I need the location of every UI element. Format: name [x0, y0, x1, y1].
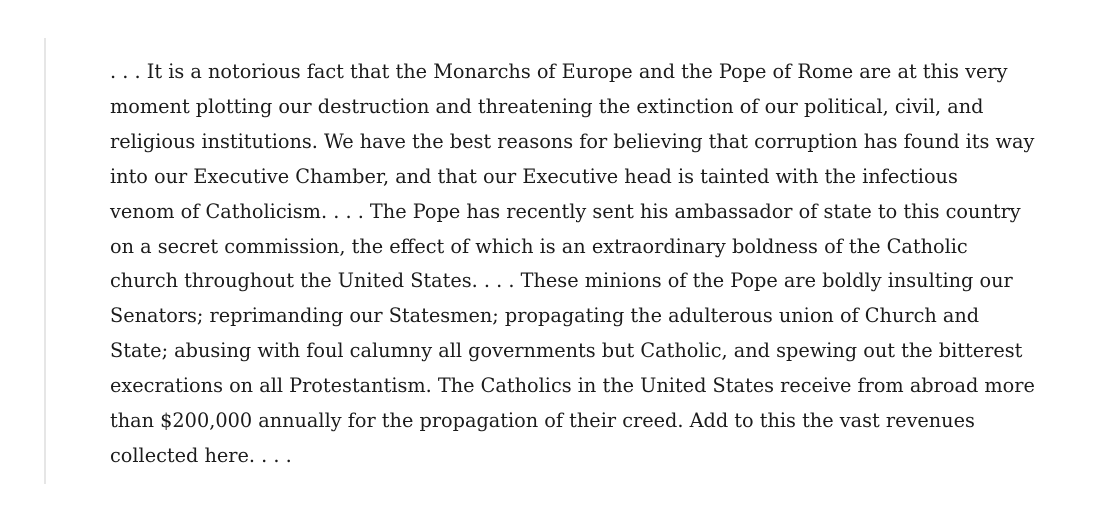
quote-line: State; abusing with foul calumny all governments but Catholic, and spewing out the bitterest	[110, 339, 1023, 363]
quote-line: venom of Catholicism. . . . The Pope has recently sent his ambassador of state to this country	[110, 199, 1021, 223]
quote-line: Senators; reprimanding our Statesmen; propagating the adulterous union of Church and	[110, 304, 980, 328]
quote-line: execrations on all Protestantism. The Catholics in the United States receive from abroad more	[110, 374, 1035, 398]
blockquote	[44, 38, 1044, 484]
quote-text	[110, 55, 1045, 474]
quote-line: moment plotting our destruction and threatening the extinction of our political, civil, and	[110, 94, 984, 118]
quote-line: church throughout the United States. . . . These minions of the Pope are boldly insulting our	[110, 269, 1013, 293]
quote-line: religious institutions. We have the best reasons for believing that corruption has found its way	[110, 129, 1035, 153]
quote-line: into our Executive Chamber, and that our Executive head is tainted with the infectious	[110, 164, 958, 188]
quote-line: on a secret commission, the effect of which is an extraordinary boldness of the Catholic	[110, 234, 968, 258]
quote-line: collected here. . . .	[110, 443, 292, 467]
quote-line: . . . It is a notorious fact that the Monarchs of Europe and the Pope of Rome are at this very	[110, 60, 1008, 83]
quote-line: than $200,000 annually for the propagation of their creed. Add to this the vast revenues	[110, 409, 975, 433]
